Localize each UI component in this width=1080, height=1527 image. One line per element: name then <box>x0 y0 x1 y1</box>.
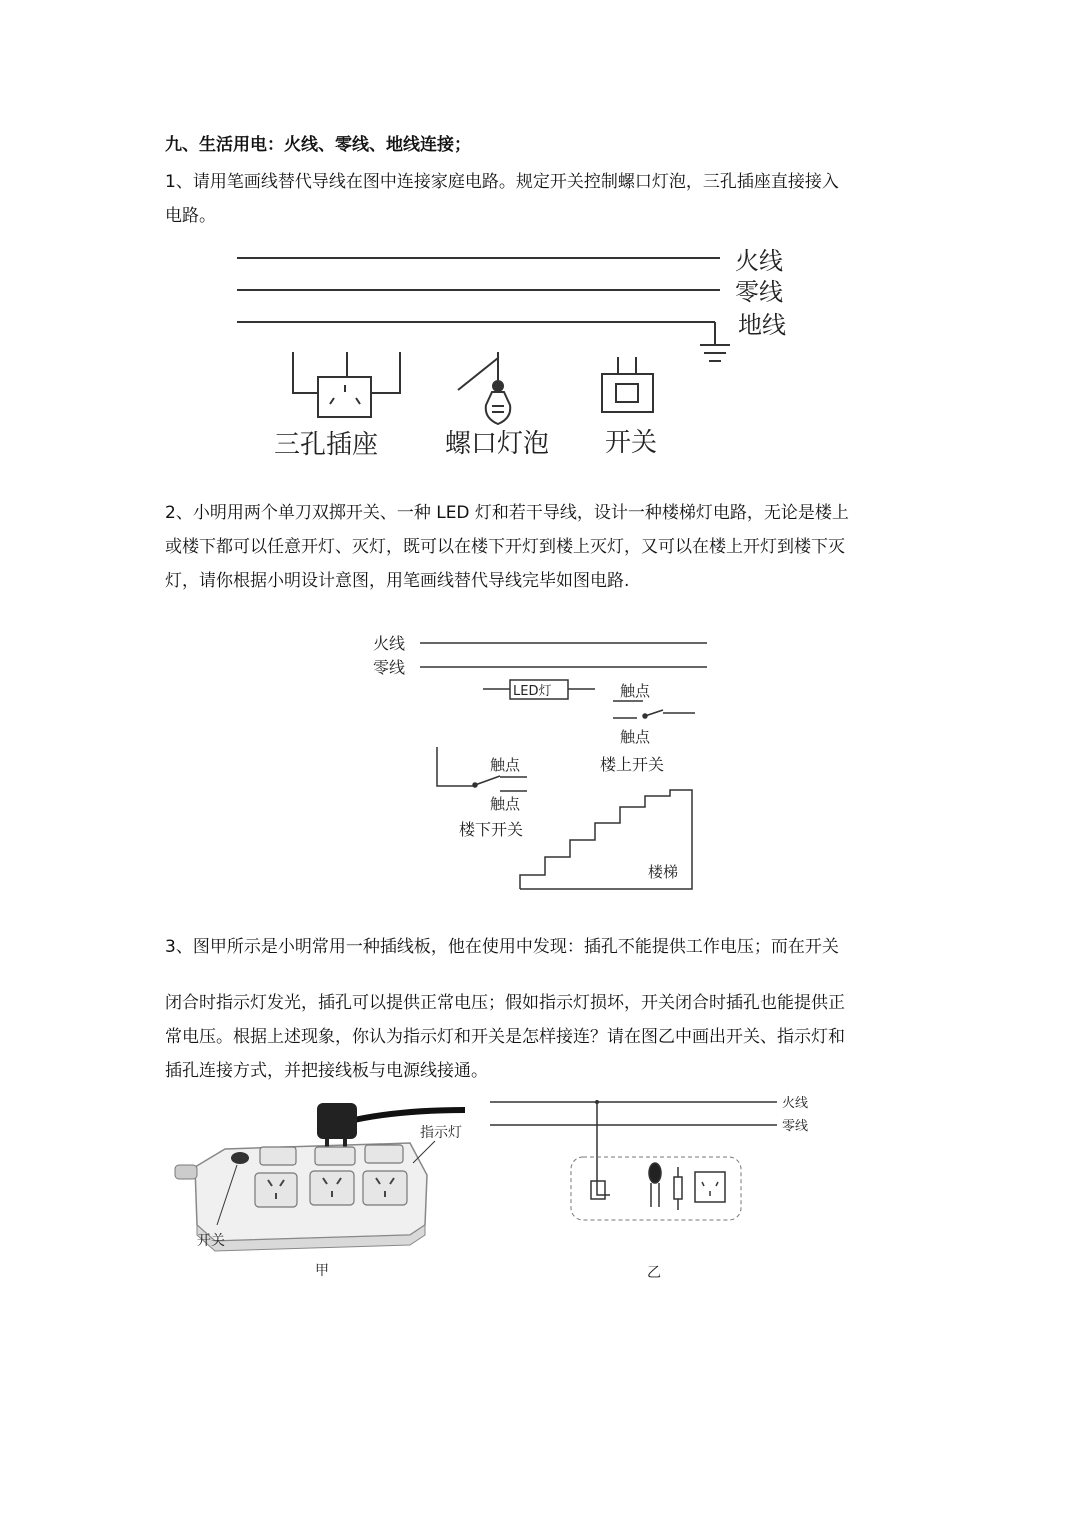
q2-line-3: 灯，请你根据小明设计意图，用笔画线替代导线完毕如图电路. <box>165 571 630 591</box>
downstairs-contact-top-label: 触点 <box>490 756 521 774</box>
downstairs-switch-label: 楼下开关 <box>459 820 524 839</box>
led-label: LED灯 <box>513 684 552 699</box>
ground-symbol-icon <box>700 322 730 361</box>
indicator-label: 指示灯 <box>420 1125 462 1141</box>
q3-line-1: 3、图甲所示是小明常用一种插线板，他在使用中发现：插孔不能提供工作电压；而在开关 <box>165 937 839 957</box>
q1-circuit-figure <box>230 240 820 470</box>
outlet-row-icon <box>255 1145 407 1207</box>
figure-b-label: 乙 <box>647 1265 661 1281</box>
side-switch-icon <box>175 1165 197 1179</box>
q1-line-1: 1、请用笔画线替代导线在图中连接家庭电路。规定开关控制螺口灯泡，三孔插座直接接入 <box>165 172 839 192</box>
q2-stair-circuit-figure <box>365 625 705 900</box>
ground-label: 地线 <box>738 311 786 339</box>
switch-icon <box>602 357 653 412</box>
resistor-icon <box>674 1167 682 1210</box>
q2-line-1: 2、小明用两个单刀双掷开关、一种 LED 灯和若干导线，设计一种楼梯灯电路，无论是楼上 <box>165 503 849 523</box>
stairs-label: 楼梯 <box>648 863 679 881</box>
indicator-lamp-icon <box>649 1163 661 1207</box>
figure-a-label: 甲 <box>315 1263 329 1279</box>
q3-line-4: 插孔连接方式，并把接线板与电源线接通。 <box>165 1061 488 1081</box>
q2-line-2: 或楼下都可以任意开灯、灭灯，既可以在楼下开灯到楼上灭灯，又可以在楼上开灯到楼下灭 <box>165 537 845 557</box>
switch-symbol-icon <box>591 1170 610 1199</box>
indicator-leader-line <box>413 1141 435 1163</box>
q3-power-strip-figure <box>165 1085 485 1285</box>
live-label: 火线 <box>782 1096 809 1111</box>
downstairs-contact-bottom-label: 触点 <box>490 795 521 813</box>
plug-icon <box>317 1103 357 1151</box>
upstairs-switch-icon <box>613 701 695 718</box>
q3-line-3: 常电压。根据上述现象，你认为指示灯和开关是怎样接连？请在图乙中画出开关、指示灯和 <box>165 1027 845 1047</box>
upstairs-contact-bottom-label: 触点 <box>620 728 651 746</box>
section-heading: 九、生活用电：火线、零线、地线连接； <box>165 135 471 155</box>
q3-wiring-figure <box>485 1085 835 1285</box>
power-cord-icon <box>345 1110 465 1122</box>
outlet-icon <box>695 1172 725 1202</box>
three-pin-socket-icon <box>293 352 400 417</box>
q1-line-2: 电路。 <box>165 206 216 226</box>
q3-line-2: 闭合时指示灯发光，插孔可以提供正常电压；假如指示灯损坏，开关闭合时插孔也能提供正 <box>165 993 845 1013</box>
socket-label: 三孔插座 <box>274 430 379 460</box>
bulb-label: 螺口灯泡 <box>445 429 550 459</box>
switch-label: 开关 <box>605 428 658 458</box>
neutral-label: 零线 <box>735 278 783 306</box>
screw-bulb-icon <box>458 352 510 424</box>
neutral-label: 零线 <box>373 658 406 677</box>
upstairs-contact-top-label: 触点 <box>620 682 651 700</box>
live-label: 火线 <box>735 247 783 275</box>
indicator-light-icon <box>231 1152 249 1164</box>
upstairs-switch-label: 楼上开关 <box>600 755 665 774</box>
switch-label: 开关 <box>197 1233 225 1249</box>
live-label: 火线 <box>373 634 406 653</box>
neutral-label: 零线 <box>782 1119 809 1134</box>
